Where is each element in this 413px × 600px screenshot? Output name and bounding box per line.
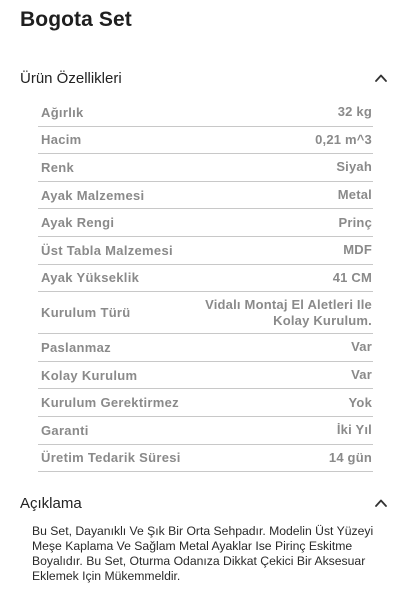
spec-value: Yok: [348, 394, 372, 410]
spec-value: Siyah: [336, 159, 372, 175]
spec-row-leg-material: [38, 182, 373, 210]
spec-row-leg-height: [38, 265, 373, 293]
specs-section-header[interactable]: [0, 64, 413, 94]
description-text: Bu Set, Dayanıklı Ve Şık Bir Orta Sehpadır. Modelin Üst Yüzeyi Meşe Kaplama Ve Sağlam Metal Ayaklar Ise Pirinç Eskitme Boyalıdır. Bu Set, Oturma Odanıza Dikkat Çekici Bir Aksesuar Eklemek Için Mükemmeldir.: [32, 524, 374, 583]
spec-value: [205, 297, 373, 329]
spec-value: Metal: [337, 187, 372, 203]
spec-row-volume: [38, 127, 373, 155]
chevron-up-icon[interactable]: [375, 73, 387, 83]
spec-row-lead-time: [38, 445, 373, 473]
spec-row-top-material: [38, 237, 373, 265]
spec-label: Üretim Tedarik Süresi: [41, 450, 181, 466]
description-section-label: Açıklama: [20, 495, 82, 512]
spec-label: Paslanmaz: [41, 339, 111, 355]
spec-label: Ağırlık: [41, 104, 84, 120]
spec-value: Var: [351, 339, 372, 355]
spec-label: Hacim: [41, 132, 82, 148]
spec-value-line: Vidalı Montaj El Aletleri Ile: [205, 296, 372, 312]
spec-value: İki Yıl: [336, 422, 372, 438]
spec-value: 41 CM: [332, 269, 372, 285]
spec-value: MDF: [343, 242, 372, 258]
spec-label: Kolay Kurulum: [41, 367, 138, 383]
spec-row-no-installation: [38, 389, 373, 417]
chevron-up-icon[interactable]: [375, 498, 387, 508]
spec-label: Ayak Rengi: [41, 215, 115, 231]
spec-row-warranty: [38, 417, 373, 445]
spec-label: Garanti: [41, 422, 89, 438]
spec-label: Kurulum Türü: [41, 305, 131, 321]
spec-label: Renk: [41, 159, 74, 175]
spec-value: 14 gün: [328, 449, 372, 465]
spec-row-easy-installation: [38, 362, 373, 390]
spec-value: 32 kg: [337, 104, 372, 120]
description-section-header[interactable]: [0, 489, 413, 519]
spec-value: Prinç: [338, 214, 372, 230]
spec-row-color: [38, 154, 373, 182]
spec-value-line: Kolay Kurulum.: [273, 312, 372, 328]
spec-value: Var: [351, 367, 372, 383]
spec-label: Üst Tabla Malzemesi: [41, 242, 173, 258]
spec-row-stainless: [38, 334, 373, 362]
page-title: Bogota Set: [20, 8, 132, 31]
spec-row-installation-type: [38, 292, 373, 334]
spec-value: 0,21 m^3: [315, 131, 372, 147]
specs-table: [38, 99, 373, 472]
spec-row-leg-color: [38, 209, 373, 237]
spec-label: Ayak Yükseklik: [41, 270, 140, 286]
spec-row-weight: [38, 99, 373, 127]
specs-section-label: Ürün Özellikleri: [20, 70, 122, 87]
spec-label: Kurulum Gerektirmez: [41, 395, 179, 411]
spec-label: Ayak Malzemesi: [41, 187, 145, 203]
